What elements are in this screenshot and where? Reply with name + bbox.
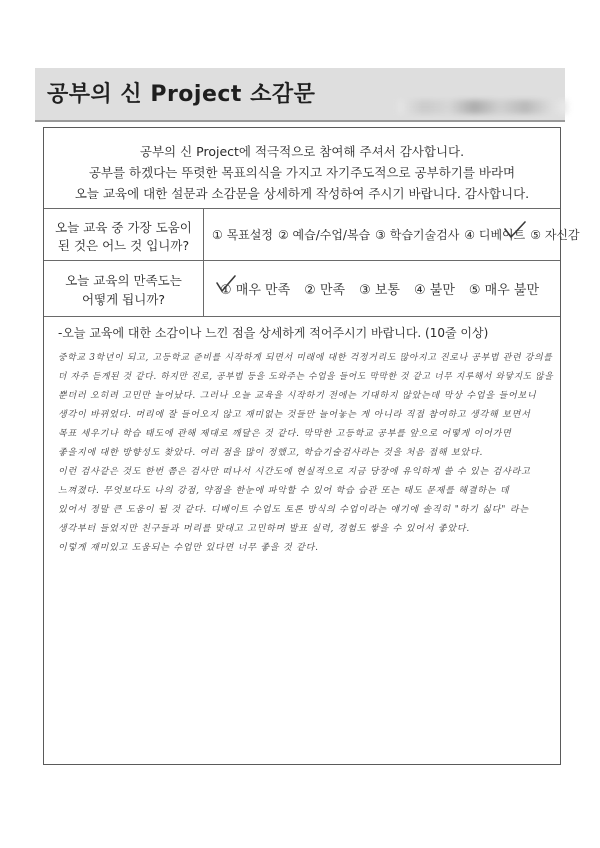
q1-option-2[interactable]: ② 예습/수업/복습: [277, 227, 371, 242]
essay-line: 느껴졌다. 무엇보다도 나의 강점, 약점을 한눈에 파악할 수 있어 학습 습관 또는 태도 문제를 해결하는 데: [58, 486, 510, 496]
q1-option-5[interactable]: ⑤ 자신감: [530, 227, 580, 242]
question-2-row: [44, 260, 560, 317]
q2-option-3[interactable]: ③ 보통: [359, 282, 400, 298]
question-2-label-line-2: 어떻게 됩니까?: [81, 292, 166, 307]
question-1-label-line-2: 된 것은 어느 것 입니까?: [57, 238, 190, 253]
q2-option-1[interactable]: ① 매우 만족: [220, 282, 291, 298]
essay-line: 좋을지에 대한 방향성도 찾았다. 여러 점을 많이 정했고, 학습기술검사라는 것을 처음 접해 보았다.: [58, 448, 484, 458]
survey-form: [43, 127, 580, 765]
q2-option-2[interactable]: ② 만족: [304, 282, 346, 298]
question-2-label-line-1: 오늘 교육의 만족도는: [65, 273, 182, 288]
q1-option-3[interactable]: ③ 학습기술검사: [375, 227, 460, 242]
q2-option-4[interactable]: ④ 불만: [413, 282, 455, 298]
essay-line: 이렇게 재미있고 도움되는 수업만 있다면 너무 좋을 것 같다.: [58, 543, 319, 553]
essay-line: 이런 검사같은 것도 한번 쯤은 검사만 떠나서 시간도에 현실적으로 지금 당장에 유익하게 쓸 수 있는 검사라고: [58, 467, 531, 477]
essay-line: 중학교 3학년이 되고, 고등학교 준비를 시작하게 되면서 미래에 대한 걱정거리도 많아지고 진로나 공부법 관련 강의를: [58, 353, 553, 363]
essay-prompt: -오늘 교육에 대한 소감이나 느낀 점을 상세하게 적어주시기 바랍니다. (10줄 이상): [58, 326, 489, 340]
question-1-options: [212, 208, 585, 260]
question-2-options: [220, 260, 553, 316]
intro-line-2: 공부를 하겠다는 뚜렷한 목표의식을 가지고 자기주도적으로 공부하기를 바라며: [88, 165, 516, 180]
question-1-label: [44, 208, 204, 260]
question-1-row: [44, 208, 580, 261]
q1-checkmark-icon: [502, 220, 528, 240]
question-2-label: [44, 260, 204, 316]
redacted-name-blur: [398, 100, 568, 114]
essay-line: 생각이 바뀌었다. 머리에 잘 들어오지 않고 재미없는 것들만 늘어놓는 게 아니라 직접 참여하고 생각해 보면서: [58, 410, 531, 420]
essay-line: 있어서 정말 큰 도움이 될 것 같다. 디베이트 수업도 토론 방식의 수업이라는 얘기에 솔직히 "하기 싫다" 라는: [58, 505, 529, 515]
q2-checkmark-icon: [214, 274, 238, 294]
q2-option-5[interactable]: ⑤ 매우 불만: [468, 282, 540, 298]
essay-line: 뿐더러 오히려 고민만 늘어났다. 그러나 오늘 교육을 시작하기 전에는 기대하지 않았는데 막상 수업을 들어보니: [58, 391, 537, 401]
q1-option-1[interactable]: ① 목표설정: [212, 227, 273, 242]
q1-option-4[interactable]: ④ 디베이트: [464, 227, 526, 242]
essay-line: 생각부터 들었지만 친구들과 머리를 맞대고 고민하며 발표 실력, 경험도 쌓을 수 있어서 좋았다.: [58, 524, 471, 534]
intro-line-1: 공부의 신 Project에 적극적으로 참여해 주셔서 감사합니다.: [139, 144, 465, 159]
page-title: 공부의 신 Project 소감문: [47, 82, 316, 107]
essay-line: 목표 세우기나 학습 태도에 관해 제대로 깨달은 것 같다. 막막한 고등학교 공부를 앞으로 어떻게 이어가면: [58, 429, 512, 439]
essay-line: 더 자주 듣게된 것 같다. 하지만 진로, 공부법 등을 도와주는 수업을 들어도 막막한 것 같고 너무 지루해서 와닿지도 않을: [58, 372, 554, 382]
question-1-label-line-1: 오늘 교육 중 가장 도움이: [55, 220, 192, 235]
intro-section: [44, 128, 560, 209]
intro-line-3: 오늘 교육에 대한 설문과 소감문을 상세하게 작성하여 주시기 바랍니다. 감사합니다.: [74, 186, 530, 201]
